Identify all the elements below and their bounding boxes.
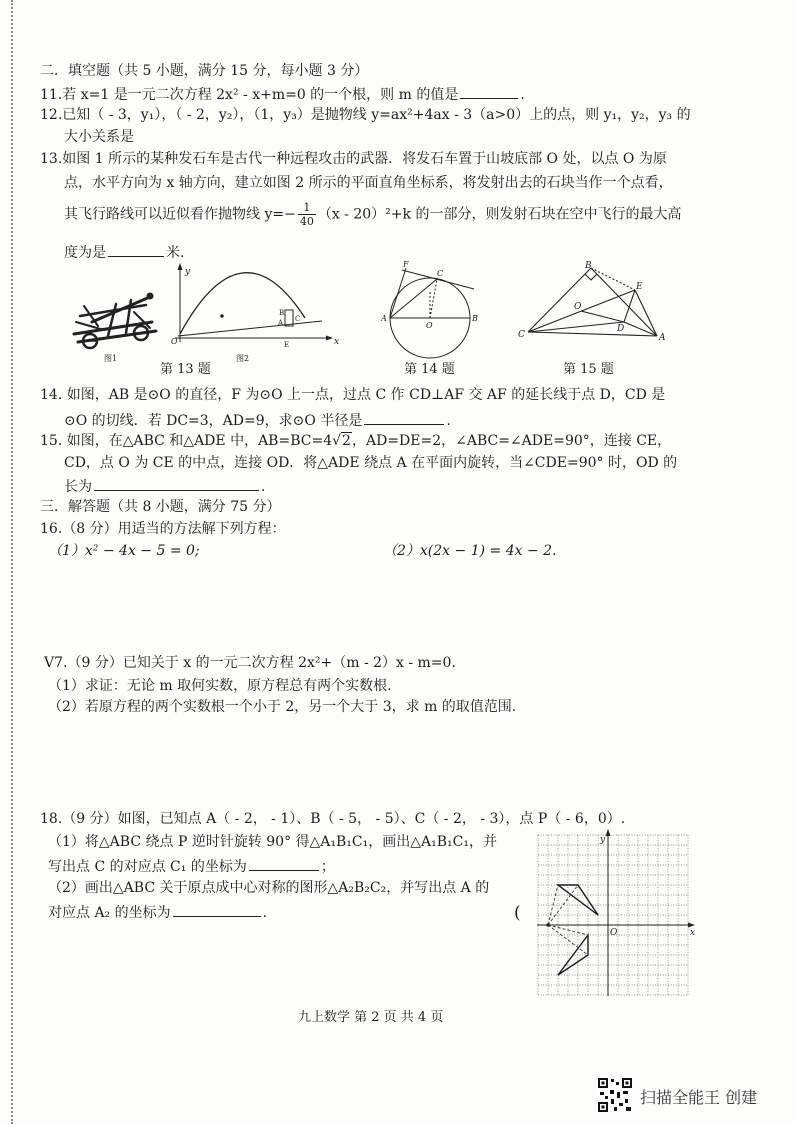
qr-module <box>619 1103 623 1106</box>
caption-question-14: 第 14 题 <box>404 362 455 377</box>
q18-part1-line1: （1）将△ABC 绕点 P 逆时针旋转 90° 得△A₁B₁C₁，画出△A₁B₁C₁，并 <box>48 834 497 850</box>
q15-end: . <box>261 479 266 495</box>
fig15-point-o: O <box>574 302 582 312</box>
catapult-drawing <box>74 293 156 348</box>
catapult-stone <box>147 293 153 299</box>
q15-line1-pre: 15. 如图，在△ABC 和△ADE 中，AB=BC=4 <box>40 433 333 449</box>
q18-part1-end: ； <box>320 859 335 875</box>
fig15-point-d: D <box>617 324 625 334</box>
fig14-point-b: B <box>472 314 478 323</box>
q18-a2-answer-blank <box>173 903 261 917</box>
q18-stem: 18.（9 分）如图，已知点 A（ - 2， - 1）、B（ - 5， - 5）、C（ - 2， - 3），点 P（ - 6，0）. <box>40 811 626 827</box>
qr-module <box>617 1092 620 1098</box>
fig13-y-label: y <box>185 267 191 277</box>
qr-finder-center <box>602 1106 605 1109</box>
q13-line2: 点，水平方向为 x 轴方向，建立如图 2 所示的平面直角坐标系，将发射出去的石块当作一个点看， <box>64 175 673 191</box>
figure-15 <box>515 258 673 346</box>
grid-x-axis-arrow <box>688 923 695 928</box>
segment-cd <box>528 322 624 332</box>
q14-line1: 14. 如图，AB 是⊙O 的直径，F 为⊙O 上一点，过点 C 作 CD⊥AF 交 AF 的延长线于点 D，CD 是 <box>40 387 666 403</box>
fig15-point-e: E <box>636 282 643 292</box>
q13-line4-pre: 度为是 <box>64 245 106 261</box>
segment-od <box>581 311 624 322</box>
side-cb <box>528 268 591 332</box>
q12-line1: 12.已知（ - 3，y₁），（ - 2，y₂），（1，y₃）是抛物线 y=ax²+4ax - 3（a>0）上的点，则 y₁，y₂，y₃ 的 <box>40 107 691 123</box>
q14-end: . <box>446 413 451 429</box>
q16-stem: 16.（8 分）用适当的方法解下列方程： <box>40 521 286 537</box>
q18-stray-parenthesis: ( <box>514 903 521 923</box>
right-angle-mark-b <box>585 274 597 280</box>
q15-answer-blank <box>94 477 259 491</box>
q15-radical-sign: √ <box>332 433 342 449</box>
q13-fraction-denominator: 40 <box>299 215 314 228</box>
point-p <box>546 923 550 927</box>
side-ca <box>528 332 657 336</box>
section3-title: 三．解答题（共 8 小题，满分 75 分） <box>40 499 281 515</box>
qr-finder-center <box>626 1082 629 1085</box>
fig13-point-a: A <box>278 319 284 327</box>
target-wall <box>285 310 293 326</box>
qr-module <box>616 1082 619 1085</box>
q18-part2-line2 <box>48 903 267 922</box>
q18-part1-line2-text: 写出点 C 的对应点 C₁ 的坐标为 <box>48 859 247 875</box>
auxiliary-line <box>591 268 635 290</box>
q13-line3-post: （x - 20）²+k 的一部分，则发射石块在空中飞行的最大高 <box>317 206 682 223</box>
q18-part2-end: . <box>262 905 268 921</box>
fig14-point-o: O <box>426 321 433 330</box>
q15-line3 <box>64 477 265 496</box>
figure-2-label: 图2 <box>236 354 250 363</box>
qr-module <box>611 1079 614 1082</box>
qr-module <box>600 1092 604 1095</box>
q14-line2 <box>64 411 451 430</box>
q14-answer-blank <box>364 411 444 425</box>
x-axis-arrow <box>326 336 333 341</box>
question-11 <box>40 85 525 104</box>
q13-fraction-numerator: 1 <box>298 202 316 215</box>
catapult-upright <box>108 304 116 336</box>
qr-module <box>614 1107 617 1111</box>
figure-14 <box>378 256 486 362</box>
q13-answer-blank <box>108 243 164 257</box>
q15-line2: CD，点 O 为 CE 的中点，连接 OD．将△ADE 绕点 A 在平面内旋转，当∠CDE=90° 时，OD 的 <box>64 455 678 471</box>
grid-triangles <box>546 885 598 975</box>
rotation-guide-pc1 <box>548 885 578 925</box>
q15-line1-post: ，AD=DE=2，∠ABC=∠ADE=90°，连接 CE， <box>351 433 672 449</box>
grid-origin-label: O <box>610 928 618 938</box>
q13-line3-pre: 其飞行路线可以近似看作抛物线 y=− <box>64 206 296 223</box>
q13-line4-post: 米. <box>166 245 185 261</box>
q16-part2: （2）x(2x − 1) = 4x − 2. <box>383 543 557 559</box>
radius-oc <box>430 279 437 318</box>
grid-x-label: x <box>690 928 696 938</box>
q18-coordinate-grid <box>530 828 698 1000</box>
fig13-point-e: E <box>284 341 290 349</box>
caption-question-13: 第 13 题 <box>160 362 211 377</box>
q11-end: . <box>520 87 525 103</box>
fig15-point-c: C <box>518 330 525 340</box>
q18-part2-line2-text: 对应点 A₂ 的坐标为 <box>48 905 171 921</box>
coordinate-figure-2 <box>175 263 333 342</box>
qr-module <box>611 1099 614 1104</box>
side-da <box>624 322 657 336</box>
fig14-point-a: A <box>381 314 387 323</box>
q18-c1-answer-blank <box>249 857 319 871</box>
side-ed <box>624 290 635 322</box>
q15-line1 <box>40 432 671 450</box>
fig13-point-c: C <box>295 315 301 323</box>
line-ad <box>390 268 406 318</box>
fig14-point-c: C <box>437 269 444 278</box>
fig13-origin-label: O <box>171 337 178 346</box>
y-axis-arrow <box>178 263 183 270</box>
qr-module <box>623 1091 628 1094</box>
q15-line3-text: 长为 <box>64 479 92 495</box>
grid-y-axis-arrow <box>606 829 611 836</box>
figure-13 <box>65 258 345 366</box>
fig15-point-a: A <box>659 333 666 343</box>
q17-stem: V7.（9 分）已知关于 x 的一元二次方程 2x²+（m - 2）x - m=0. <box>44 655 456 671</box>
q13-fraction <box>298 202 316 227</box>
q18-part2-line1: （2）画出△ABC 关于原点成中心对称的图形△A₂B₂C₂，并写出点 A 的 <box>48 880 490 896</box>
q17-part2: （2）若原方程的两个实数根一个小于 2，另一个大于 3，求 m 的取值范围. <box>48 699 517 715</box>
fig14-point-f: F <box>403 260 409 269</box>
triangle-abc <box>558 935 588 975</box>
catapult-arm <box>92 296 152 322</box>
q13-line3 <box>64 202 681 227</box>
fig13-point-b: B <box>279 309 285 317</box>
qr-module <box>626 1107 631 1111</box>
page-footer: 九上数学 第 2 页 共 4 页 <box>298 1010 444 1025</box>
q14-line2-text: ⊙O 的切线．若 DC=3，AD=9，求⊙O 半径是 <box>64 413 363 429</box>
q11-answer-blank <box>460 85 518 99</box>
trajectory-dot <box>221 315 223 317</box>
q11-text: 11.若 x=1 是一元二次方程 2x² - x+m=0 的一个根，则 m 的值是 <box>40 87 459 103</box>
scanner-watermark: 扫描全能王 创建 <box>640 1088 758 1107</box>
qr-module <box>605 1096 608 1099</box>
fig13-x-label: x <box>334 337 340 347</box>
q16-part1: （1）x² − 4x − 5 = 0; <box>48 543 200 559</box>
qr-finder-center <box>602 1082 605 1085</box>
side-ae <box>635 290 657 336</box>
figure-1-label: 图1 <box>104 354 118 363</box>
qr-code <box>597 1077 633 1113</box>
grid-y-label: y <box>600 835 606 845</box>
qr-module <box>625 1099 628 1103</box>
q13-line1: 13.如图 1 所示的某种发石车是古代一种远程攻击的武器．将发石车置于山坡底部 O 处，以点 O 为原 <box>40 151 667 167</box>
q17-part1: （1）求证：无论 m 取何实数，原方程总有两个实数根. <box>48 678 392 694</box>
fig15-point-b: B <box>585 261 592 271</box>
catapult-brace <box>76 322 104 330</box>
caption-question-15: 第 15 题 <box>563 362 614 377</box>
hill-slope-line <box>178 321 322 336</box>
q12-line2: 大小关系是 <box>64 129 134 145</box>
qr-module <box>610 1090 614 1094</box>
q18-part1-line2 <box>48 857 335 876</box>
section2-title: 二．填空题（共 5 小题，满分 15 分，每小题 3 分） <box>40 63 369 79</box>
binding-dotted-line <box>11 0 13 1124</box>
q15-radicand: 2 <box>342 433 351 449</box>
